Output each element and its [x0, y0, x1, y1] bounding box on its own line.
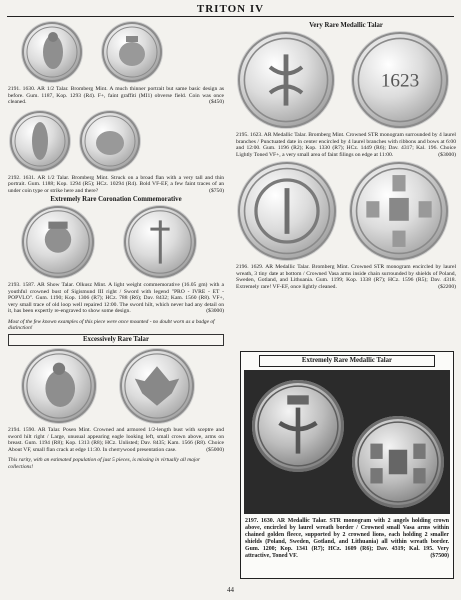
excessively-rare-heading: Excessively Rare Talar [8, 334, 224, 346]
coronation-note: Most of the few known examples of this piece were once mounted - no doubt worn as a badge of distinction! [8, 318, 215, 331]
lot-2191-photos [8, 20, 224, 84]
featured-lot-banner: Extremely Rare Medallic Talar [259, 355, 435, 367]
coin-reverse-image [350, 162, 448, 260]
coin-obverse-image [22, 349, 96, 423]
lot-2191-description: 2191. 1630. AR 1/2 Talar. Bromberg Mint. A much thinner portrait but same basic design as before. Gum. 1187, Kop. 1293 (R4). F+, faint graffiti (MI1) obverse field. Coin was once cleaned. ($450) [8, 86, 224, 105]
lot-2192-photos [8, 109, 224, 173]
lot-2193-description: 2193. 1587. AR Show Talar. Olkusz Mint. A light weight commemorative (16.05 gm) with a youthful crowned bust of Sigismund III right / Sword with legend "PRO - IVRE - ET - POPVLO". Gum. 1190; Kop. 1306 (R7); HCz. 788 (R6); Dav. 8432; Kam. 1560 (R8). VF+, very small trace of old loop well repaired 12:00. The sword hilt, which never had any detail on it, has been expertly re-engraved to show some design. ($3000) [8, 282, 224, 314]
coin-reverse-image [120, 349, 194, 423]
page-number: 44 [227, 586, 234, 594]
page-header-title: TRITON IV [196, 3, 265, 15]
right-column [236, 20, 456, 290]
featured-lot-description: 2197. 1630. AR Medallic Talar. STR monogram with 2 angels holding crown above, encircled by laurel wreath border / Crowned small Vasa arms within chained golden fleece, supported by 2 crowned lions, each holding 2 smaller shields (Poland, Sweden, Gotland, and Lithuania) all within wreath border. Gum. 1200; Kop. 1341 (R7); HCz. 1609 (R6); Dav. 4319; Kal. 195. Very attractive, Toned VF. ($7500) [245, 518, 449, 559]
coin-reverse-image [352, 416, 444, 508]
coin-obverse-image [22, 206, 94, 278]
coin-obverse-image [22, 22, 82, 82]
lot-2196-photos [236, 162, 456, 262]
lot-2196-description: 2196. 1629. AR Medallic Talar. Bromberg Mint. Crowned STR monogram encircled by laurel wreath, 3 tiny date at bottom / Crowned Vasa arms inside chain surrounded by shields of Poland, Sweden, Gotland, and Lithuania. Gum. 1199; Kop. 1338 (R7); HCz. 1596 (R5); Dav. 4318. Extremely rare! VF-EF, once lightly cleaned. ($2200) [236, 264, 456, 290]
coin-reverse-image [80, 111, 140, 171]
coin-obverse-image [10, 111, 70, 171]
lot-2194-photos [8, 349, 224, 425]
lot-2193-photos [8, 206, 224, 280]
header-rule [7, 16, 454, 17]
coin-obverse-image [252, 380, 344, 472]
lot-2196-price: ($2200) [438, 283, 456, 290]
talar-rarity-note: This rarity, with an estimated population of just 5 pieces, is missing in virtually all major collections! [8, 457, 201, 470]
coronation-heading: Extremely Rare Coronation Commemorative [50, 196, 182, 203]
lot-2192-price: ($750) [209, 187, 224, 194]
lot-2195-photos [236, 32, 456, 130]
lot-2195-description: 2195. 1623. AR Medallic Talar. Bromberg Mint. Crowned STR monogram surrounded by 4 laurel branches / Punctuated date in center encircled by 4 laurel branches with ribbons and bows at 6:00 and 12:00. Gum. 1196 (R2); Kop. 1330 (R7); HCz. 1449 (R6); Dav. 4317; Kal. 196. Choice Lightly Toned VF+, a very small area of faint filings on edge at 11:00. ($3000) [236, 132, 456, 158]
lot-2192-description: 2192. 1631. AR 1/2 Talar. Bromberg Mint. Struck on a broad flan with a very tall and thin portrait. Gum. 1188; Kop. 1294 (R5); HCz. 10294 (R4). Bold VF-EF, a few faint traces of an under coin type or strike here and there? ($750) [8, 174, 224, 194]
lot-2191-price: ($450) [209, 99, 224, 105]
coin-reverse-image [124, 206, 196, 278]
coin-obverse-image [238, 162, 336, 260]
featured-lot-photo [244, 370, 450, 514]
lot-2195-price: ($3000) [438, 151, 456, 158]
coin-date-label: 1623 [380, 70, 420, 92]
lot-2194-price: ($5000) [206, 446, 224, 453]
medallic-talar-heading: Very Rare Medallic Talar [309, 22, 383, 29]
coin-obverse-image [238, 32, 334, 128]
featured-lot-price: ($7500) [430, 553, 449, 559]
coin-reverse-date-image [352, 32, 448, 128]
lot-2193-price: ($3000) [206, 308, 224, 314]
coin-reverse-image [102, 22, 162, 82]
lot-2194-description: 2194. 1590. AR Talar. Posen Mint. Crowned and armored 1/2-length bust with sceptre and sword hilt right / Large, unusual appearing eagle looking left, small crown above, arms on breast. Gum. 1194 (R8); Kop. 1313 (R8); HCz. Unlisted; Dav. 8435; Kam. 1566 (R8). Choice About VF, small flan crack at edge 11:30. In cherrywood presentation case. ($5000) [8, 427, 224, 453]
left-column [8, 20, 224, 473]
featured-lot-box [240, 351, 454, 579]
